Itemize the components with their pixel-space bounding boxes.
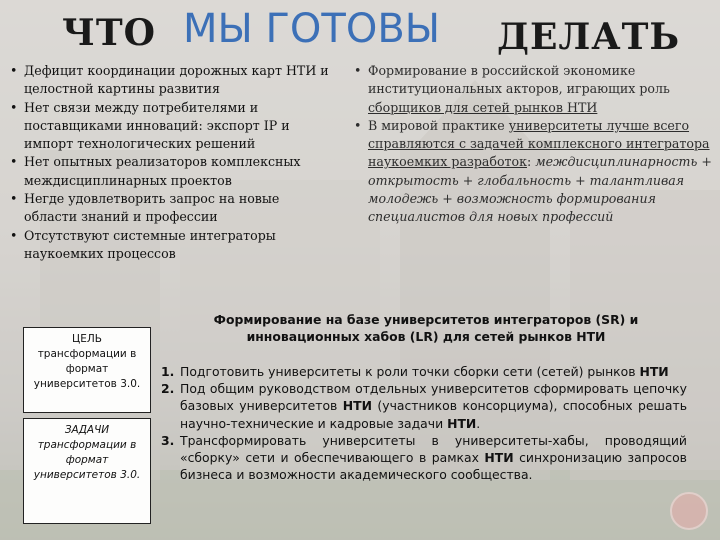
problem-item: • Негде удовлетворить запрос на новые области знаний и профессии: [8, 190, 330, 227]
solution-item: • Формирование в российской экономике институциональных акторов, играющих роль сборщиков для сетей рынков НТИ: [352, 62, 712, 117]
highlight-text: университеты лучше всего справляются с задачей комплексного интегратора наукоемких разработок: [368, 117, 710, 170]
tasks-text: трансформации в формат университетов 3.0.: [33, 439, 141, 481]
title-part-2: МЫ ГОТОВЫ: [183, 6, 441, 52]
problem-item: • Нет связи между потребителями и поставщиками инноваций: экспорт IP и импорт технологических решений: [8, 99, 330, 154]
solutions-list: [352, 62, 712, 227]
problem-item: • Дефицит координации дорожных карт НТИ и целостной картины развития: [8, 62, 330, 99]
tasks-heading: ЗАДАЧИ: [64, 424, 110, 436]
section-heading: Формирование на базе университетов интеграторов (SR) и инновационных хабов (LR) для сетей рынков НТИ: [213, 312, 639, 344]
title-part-1: ЧТО: [62, 12, 157, 54]
decorative-circle: [670, 492, 708, 530]
step-item: 3. Трансформировать университеты в университеты-хабы, проводящий «сборку» сети и обеспечивающего в рамках НТИ синхронизацию запросов бизнеса и возможности академического сообщества.: [161, 432, 687, 483]
goal-heading: ЦЕЛЬ: [72, 333, 102, 345]
slide-title: [0, 6, 720, 58]
problems-list: [8, 62, 330, 263]
goal-box: [23, 327, 151, 413]
steps-list: [161, 363, 687, 483]
title-part-3: ДЕЛАТЬ: [497, 16, 681, 58]
step-item: 1. Подготовить университеты к роли точки сборки сети (сетей) рынков НТИ: [161, 364, 669, 379]
tasks-box: [23, 418, 151, 524]
italic-text: междисциплинарность + открытость + глобальность + талантливая молодежь + возможность формирования специалистов для новых профессий: [368, 154, 712, 225]
step-item: 2. Под общим руководством отдельных университетов сформировать цепочку базовых университетов НТИ (участников консорциума), способных решать научно-технические и кадровые задачи НТИ.: [161, 381, 687, 431]
goal-text: трансформации в формат университетов 3.0.: [33, 348, 141, 390]
solution-item: • В мировой практике университеты лучше всего справляются с задачей комплексного интегратора наукоемких разработок: междисциплинарность + открытость + глобальность + талантливая молодежь + возможность формирования специалистов для новых профессий: [352, 117, 712, 227]
problem-item: • Нет опытных реализаторов комплексных междисциплинарных проектов: [8, 153, 330, 190]
problem-item: • Отсутствуют системные интеграторы наукоемких процессов: [8, 227, 330, 264]
highlight-text: сборщиков для сетей рынков НТИ: [368, 99, 598, 115]
